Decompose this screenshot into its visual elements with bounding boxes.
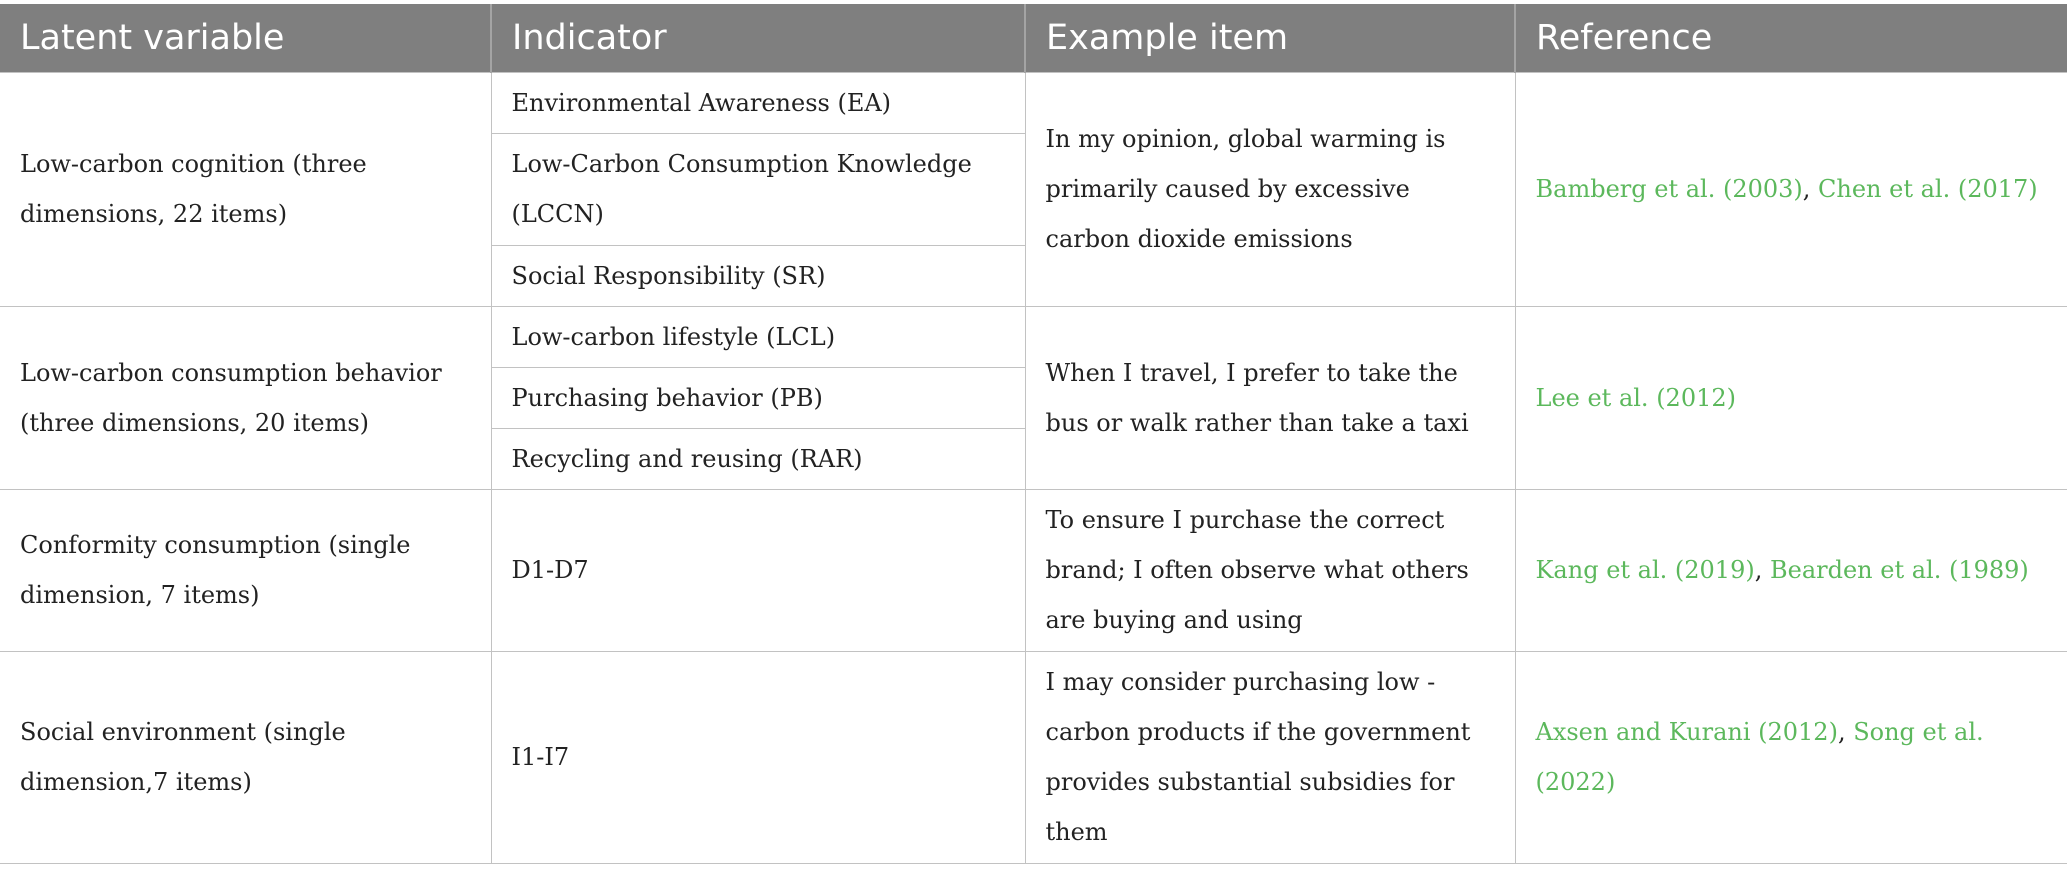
latent-variable-cell: Social environment (single dimension,7 items) — [0, 651, 491, 863]
indicator-cell: Low-carbon lifestyle (LCL) — [491, 306, 1025, 367]
table-row — [0, 72, 2067, 133]
header-indicator: Indicator — [491, 4, 1025, 72]
latent-variable-cell: Low-carbon cognition (three dimensions, 22 items) — [0, 72, 491, 306]
indicator-cell: Social Responsibility (SR) — [491, 245, 1025, 306]
table-body — [0, 72, 2067, 863]
header-row — [0, 4, 2067, 72]
latent-variable-cell: Conformity consumption (single dimension, 7 items) — [0, 489, 491, 651]
latent-variables-table — [0, 4, 2067, 864]
table-row — [0, 651, 2067, 863]
reference-cell — [1515, 651, 2067, 863]
example-item-cell: I may consider purchasing low -carbon products if the government provides substantial subsidies for them — [1025, 651, 1515, 863]
reference-link[interactable]: Chen et al. (2017) — [1818, 175, 2038, 203]
header-reference: Reference — [1515, 4, 2067, 72]
reference-separator: , — [1837, 718, 1854, 746]
indicator-cell: Purchasing behavior (PB) — [491, 367, 1025, 428]
indicator-cell: I1-I7 — [491, 651, 1025, 863]
reference-separator: , — [1754, 556, 1770, 584]
header-latent-variable: Latent variable — [0, 4, 491, 72]
reference-link[interactable]: Kang et al. (2019) — [1535, 556, 1755, 584]
example-item-cell: When I travel, I prefer to take the bus or walk rather than take a taxi — [1025, 306, 1515, 489]
indicator-cell: Environmental Awareness (EA) — [491, 72, 1025, 133]
indicator-cell: Low-Carbon Consumption Knowledge (LCCN) — [491, 133, 1025, 245]
header-example-item: Example item — [1025, 4, 1515, 72]
example-item-cell: In my opinion, global warming is primarily caused by excessive carbon dioxide emissions — [1025, 72, 1515, 306]
reference-link[interactable]: Bamberg et al. (2003) — [1535, 175, 1803, 203]
table-header — [0, 4, 2067, 72]
table-row — [0, 489, 2067, 651]
reference-link[interactable]: Song et al. (2022) — [1535, 718, 1984, 796]
example-item-cell: To ensure I purchase the correct brand; I often observe what others are buying and using — [1025, 489, 1515, 651]
table-row — [0, 306, 2067, 367]
reference-link[interactable]: Lee et al. (2012) — [1535, 383, 1736, 412]
reference-separator: , — [1802, 175, 1819, 203]
reference-cell — [1515, 489, 2067, 651]
indicator-cell: Recycling and reusing (RAR) — [491, 428, 1025, 489]
reference-link[interactable]: Axsen and Kurani (2012) — [1535, 718, 1838, 746]
latent-variable-cell: Low-carbon consumption behavior (three dimensions, 20 items) — [0, 306, 491, 489]
reference-link[interactable]: Bearden et al. (1989) — [1769, 556, 2029, 584]
reference-cell — [1515, 72, 2067, 306]
indicator-cell: D1-D7 — [491, 489, 1025, 651]
reference-cell — [1515, 306, 2067, 489]
data-table-container — [0, 4, 2067, 864]
